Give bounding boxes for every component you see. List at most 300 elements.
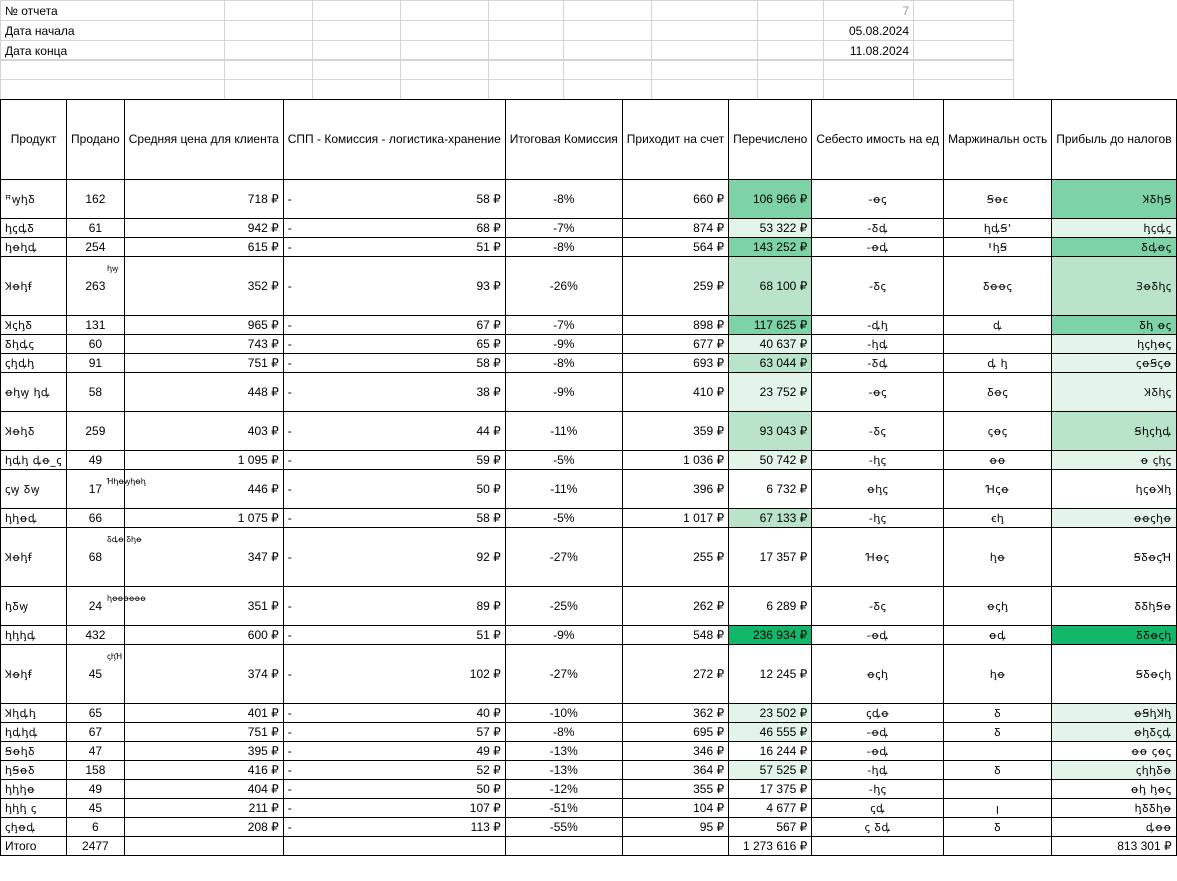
product-name: ꞕꞕꞕꝋ: [5, 782, 36, 796]
cell-product[interactable]: [1, 799, 67, 818]
cell-spp[interactable]: - 58 ₽: [283, 354, 505, 373]
cell-profit[interactable]: ꝋꞕ ꞕꝋꞔ: [1052, 780, 1176, 799]
cell-income[interactable]: 677 ₽: [622, 335, 728, 354]
cell-spp[interactable]: - 93 ₽: [283, 257, 505, 316]
cell-total-commission[interactable]: -27%: [505, 528, 622, 587]
cell-avg-price[interactable]: 403 ₽: [124, 412, 283, 451]
header-avg-price[interactable]: Средняя цена для клиента: [124, 100, 283, 180]
cell-income[interactable]: 346 ₽: [622, 742, 728, 761]
cell-product[interactable]: [1, 626, 67, 645]
cell-avg-price[interactable]: 374 ₽: [124, 645, 283, 704]
cell-profit[interactable]: ꞕꞔꝋꞰꞕ: [1052, 470, 1176, 509]
cell-margin[interactable]: Ᵹꝋꝋꞔ: [944, 257, 1052, 316]
cell-total-commission[interactable]: -11%: [505, 412, 622, 451]
cell-transferred[interactable]: 6 732 ₽: [729, 470, 812, 509]
cell-income[interactable]: 695 ₽: [622, 723, 728, 742]
cell-transferred[interactable]: 12 245 ₽: [729, 645, 812, 704]
cell-margin[interactable]: ꝋꝋ: [944, 451, 1052, 470]
product-name: ꝋꞕꝡ ꞕꝱ: [5, 385, 51, 399]
table-row: [1, 626, 1177, 645]
product-name: ꟸꝡꞕꝽ: [5, 192, 36, 206]
cell-total-commission[interactable]: -11%: [505, 470, 622, 509]
cell-margin[interactable]: ꞁ: [944, 799, 1052, 818]
cell-transferred[interactable]: 53 322 ₽: [729, 219, 812, 238]
cell-margin[interactable]: Ɦꞔꝋ: [944, 470, 1052, 509]
cell-avg-price[interactable]: 718 ₽: [124, 180, 283, 219]
cell-margin[interactable]: Ᵹ: [944, 761, 1052, 780]
product-name: Ʞꝋꞕꞙ: [5, 550, 32, 564]
cell-profit[interactable]: ꞨꝽꝋꞔꞕ: [1052, 645, 1176, 704]
cell-spp[interactable]: - 49 ₽: [283, 742, 505, 761]
cell-margin[interactable]: ꞋꞕꞨ: [944, 238, 1052, 257]
cell-cost[interactable]: -ꝋꝱ: [812, 238, 944, 257]
cell-transferred[interactable]: 567 ₽: [729, 818, 812, 837]
cell-transferred[interactable]: 63 044 ₽: [729, 354, 812, 373]
totals-sold[interactable]: 2477: [67, 837, 125, 856]
cell-income[interactable]: 548 ₽: [622, 626, 728, 645]
cell-avg-price[interactable]: 211 ₽: [124, 799, 283, 818]
cell-product[interactable]: [1, 373, 67, 412]
table-row: [1, 180, 1177, 219]
cell-product[interactable]: [1, 509, 67, 528]
cell-sold[interactable]: 49: [67, 780, 125, 799]
totals-profit[interactable]: 813 301 ₽: [1052, 837, 1176, 856]
product-name: ꞕꝋꞕꝱ: [5, 240, 38, 254]
cell-spp[interactable]: - 57 ₽: [283, 723, 505, 742]
header-product[interactable]: Продукт: [1, 100, 67, 180]
cell-total-commission[interactable]: -7%: [505, 219, 622, 238]
totals-row: [1, 837, 1177, 856]
cell-income[interactable]: 359 ₽: [622, 412, 728, 451]
product-name: ꞨꝋꞕꝽ: [5, 744, 36, 758]
cell-profit[interactable]: ꝽꝽꝋꞔꞕ: [1052, 626, 1176, 645]
end-date-value[interactable]: 11.08.2024: [824, 41, 914, 61]
cell-product[interactable]: [1, 451, 67, 470]
cell-profit[interactable]: Ᵹꝱꝋꞔ: [1052, 238, 1176, 257]
report-no-label[interactable]: № отчета: [1, 1, 225, 21]
cell-spp[interactable]: - 102 ₽: [283, 645, 505, 704]
spp-value: 58 ₽: [476, 192, 501, 206]
cell-product[interactable]: [1, 723, 67, 742]
cell-spp[interactable]: - 68 ₽: [283, 219, 505, 238]
table-row: [1, 761, 1177, 780]
cell-cost[interactable]: -ꞕꝱ: [812, 335, 944, 354]
cell-margin[interactable]: [944, 742, 1052, 761]
cell-cost[interactable]: ꞔꝱ: [812, 799, 944, 818]
cell-transferred[interactable]: 23 502 ₽: [729, 704, 812, 723]
cell-product[interactable]: [1, 354, 67, 373]
cell-margin[interactable]: ꞓꞕ: [944, 509, 1052, 528]
cell-sold[interactable]: 60: [67, 335, 125, 354]
cell-margin[interactable]: ꝱ ꞕ: [944, 354, 1052, 373]
cell-product[interactable]: [1, 335, 67, 354]
cell-profit[interactable]: ꝽꝽꞕꞨꝋ: [1052, 587, 1176, 626]
cell-income[interactable]: 104 ₽: [622, 799, 728, 818]
spp-value: 52 ₽: [476, 763, 501, 777]
cell-spp[interactable]: - 107 ₽: [283, 799, 505, 818]
spp-value: 40 ₽: [476, 706, 501, 720]
cell-spp[interactable]: - 58 ₽: [283, 180, 505, 219]
cell-avg-price[interactable]: 448 ₽: [124, 373, 283, 412]
cell-income[interactable]: 1 036 ₽: [622, 451, 728, 470]
cell-product[interactable]: [1, 761, 67, 780]
cell-cost[interactable]: -ꞕꞔ: [812, 451, 944, 470]
cell-transferred[interactable]: 4 677 ₽: [729, 799, 812, 818]
cell-income[interactable]: 564 ₽: [622, 238, 728, 257]
cell-cost[interactable]: -ꞕꞔ: [812, 780, 944, 799]
cell-spp[interactable]: - 40 ₽: [283, 704, 505, 723]
cell-avg-price[interactable]: 1 075 ₽: [124, 509, 283, 528]
cell-sold[interactable]: 259: [67, 412, 125, 451]
cell-product[interactable]: [1, 780, 67, 799]
header-row: [1, 100, 1177, 180]
product-name: Ʞꝋꞕꞙ: [5, 667, 32, 681]
cell-transferred[interactable]: 23 752 ₽: [729, 373, 812, 412]
cell-profit[interactable]: ꞨꝽꝋꞔꞪ: [1052, 528, 1176, 587]
cell-avg-price[interactable]: 404 ₽: [124, 780, 283, 799]
cell-avg-price[interactable]: 965 ₽: [124, 316, 283, 335]
cell-avg-price[interactable]: 446 ₽: [124, 470, 283, 509]
header-sold[interactable]: Продано: [67, 100, 125, 180]
cell-cost[interactable]: Ɦꝋꞔ: [812, 528, 944, 587]
cell-cost[interactable]: -ꞕꝱ: [812, 761, 944, 780]
cell-profit[interactable]: ꞫꝋꝽꞕꞔ: [1052, 257, 1176, 316]
cell-margin[interactable]: Ᵹ: [944, 704, 1052, 723]
cell-cost[interactable]: -ꞕꞔ: [812, 509, 944, 528]
table-row: [1, 742, 1177, 761]
cell-cost[interactable]: ꝋꞔꞕ: [812, 645, 944, 704]
cell-transferred[interactable]: 16 244 ₽: [729, 742, 812, 761]
cell-profit[interactable]: ꞕꝽꝽꞕꝋ: [1052, 799, 1176, 818]
cell-sold[interactable]: 432: [67, 626, 125, 645]
cell-transferred[interactable]: 46 555 ₽: [729, 723, 812, 742]
cell-spp[interactable]: - 44 ₽: [283, 412, 505, 451]
totals-label[interactable]: Итого: [1, 837, 67, 856]
cell-cost[interactable]: -Ᵹꞔ: [812, 412, 944, 451]
cell-transferred[interactable]: 68 100 ₽: [729, 257, 812, 316]
cell-total-commission[interactable]: -13%: [505, 742, 622, 761]
cell-cost[interactable]: -ꝋꝱ: [812, 723, 944, 742]
cell-total-commission[interactable]: -7%: [505, 316, 622, 335]
cell-profit[interactable]: Ꞩꞕꞔꞕꝱ: [1052, 412, 1176, 451]
cell-avg-price[interactable]: 743 ₽: [124, 335, 283, 354]
cell-spp[interactable]: - 52 ₽: [283, 761, 505, 780]
cell-product[interactable]: [1, 742, 67, 761]
header-transferred[interactable]: Перечислено: [729, 100, 812, 180]
cell-cost[interactable]: -ꝋꝱ: [812, 742, 944, 761]
table-row: [1, 799, 1177, 818]
product-name: ꞔꞕꝋꝱ: [5, 820, 36, 834]
spp-value: 50 ₽: [476, 782, 501, 796]
cell-spp[interactable]: - 50 ₽: [283, 780, 505, 799]
cell-total-commission[interactable]: -8%: [505, 238, 622, 257]
start-date-value[interactable]: 05.08.2024: [824, 21, 914, 41]
cell-margin[interactable]: [944, 335, 1052, 354]
meta-row-start: [1, 21, 1014, 41]
cell-transferred[interactable]: 57 525 ₽: [729, 761, 812, 780]
cell-income[interactable]: 95 ₽: [622, 818, 728, 837]
cell-margin[interactable]: ꝱ: [944, 316, 1052, 335]
cell-cost[interactable]: -ꝋꝱ: [812, 626, 944, 645]
cell-total-commission[interactable]: -13%: [505, 761, 622, 780]
cell-margin[interactable]: Ᵹ: [944, 818, 1052, 837]
cell-cost[interactable]: ꝋꞕꞔ: [812, 470, 944, 509]
table-row: [1, 509, 1177, 528]
start-date-label[interactable]: Дата начала: [1, 21, 225, 41]
cell-transferred[interactable]: 17 375 ₽: [729, 780, 812, 799]
cell-transferred[interactable]: 50 742 ₽: [729, 451, 812, 470]
cell-spp[interactable]: - 89 ₽: [283, 587, 505, 626]
cell-avg-price[interactable]: 751 ₽: [124, 354, 283, 373]
table-row: [1, 412, 1177, 451]
cell-income[interactable]: 255 ₽: [622, 528, 728, 587]
cell-spp[interactable]: - 50 ₽: [283, 470, 505, 509]
cell-sold[interactable]: 131: [67, 316, 125, 335]
product-sublabel: ꞕꝋꝋꝋꝋꝋꝋ: [107, 594, 146, 603]
cell-profit[interactable]: ꞰꝽꞕꞨ: [1052, 180, 1176, 219]
cell-sold[interactable]: 68: [67, 528, 125, 587]
cell-transferred[interactable]: 67 133 ₽: [729, 509, 812, 528]
cell-income[interactable]: 259 ₽: [622, 257, 728, 316]
product-name: ꞔꝡ Ᵹꝡ: [5, 482, 40, 496]
cell-margin[interactable]: Ꞩꝋꞓ: [944, 180, 1052, 219]
table-row: [1, 257, 1177, 316]
cell-avg-price[interactable]: 600 ₽: [124, 626, 283, 645]
cell-product[interactable]: [1, 316, 67, 335]
cell-spp[interactable]: - 51 ₽: [283, 626, 505, 645]
cell-profit[interactable]: Ᵹꞕ ꝋꞔ: [1052, 316, 1176, 335]
cell-avg-price[interactable]: 942 ₽: [124, 219, 283, 238]
cell-transferred[interactable]: 117 625 ₽: [729, 316, 812, 335]
cell-income[interactable]: 355 ₽: [622, 780, 728, 799]
cell-sold[interactable]: 65: [67, 704, 125, 723]
cell-sold[interactable]: 263: [67, 257, 125, 316]
cell-sold[interactable]: 66: [67, 509, 125, 528]
cell-income[interactable]: 262 ₽: [622, 587, 728, 626]
spp-value: 89 ₽: [476, 599, 501, 613]
cell-profit[interactable]: ꝋ ꞔꞕꞔ: [1052, 451, 1176, 470]
header-spp[interactable]: СПП - Комиссия - логистика-хранение: [283, 100, 505, 180]
cell-avg-price[interactable]: 416 ₽: [124, 761, 283, 780]
spp-value: 93 ₽: [476, 279, 501, 293]
cell-product[interactable]: [1, 704, 67, 723]
cell-transferred[interactable]: 40 637 ₽: [729, 335, 812, 354]
spp-value: 67 ₽: [476, 318, 501, 332]
cell-sold[interactable]: 6: [67, 818, 125, 837]
cell-income[interactable]: 660 ₽: [622, 180, 728, 219]
cell-product[interactable]: [1, 180, 67, 219]
cell-sold[interactable]: 45: [67, 799, 125, 818]
cell-income[interactable]: 362 ₽: [622, 704, 728, 723]
product-name: ꞕꞨꝋꝽ: [5, 763, 36, 777]
table-row: [1, 587, 1177, 626]
table-row: [1, 451, 1177, 470]
cell-product[interactable]: [1, 412, 67, 451]
table-row: [1, 470, 1177, 509]
cell-profit[interactable]: ꞔꞕꞕꝽꝋ: [1052, 761, 1176, 780]
product-name: ꞕꞕꝋꝱ: [5, 511, 38, 525]
cell-total-commission[interactable]: -25%: [505, 587, 622, 626]
cell-total-commission[interactable]: -27%: [505, 645, 622, 704]
meta-row-end: [1, 41, 1014, 61]
cell-sold[interactable]: 45: [67, 645, 125, 704]
cell-profit[interactable]: ꝱꝋꝋ: [1052, 818, 1176, 837]
header-margin[interactable]: Маржинальн ость: [944, 100, 1052, 180]
cell-cost[interactable]: -ꝱꞕ: [812, 316, 944, 335]
spp-value: 92 ₽: [476, 550, 501, 564]
spp-value: 50 ₽: [476, 482, 501, 496]
report-no-value[interactable]: 7: [824, 1, 914, 21]
cell-total-commission[interactable]: -10%: [505, 704, 622, 723]
product-sublabel: ꞕꝡ: [107, 264, 119, 273]
cell-total-commission[interactable]: -55%: [505, 818, 622, 837]
cell-profit[interactable]: ꝋꞕꝽꞔꝱ: [1052, 723, 1176, 742]
header-income[interactable]: Приходит на счет: [622, 100, 728, 180]
cell-income[interactable]: 874 ₽: [622, 219, 728, 238]
cell-sold[interactable]: 49: [67, 451, 125, 470]
cell-margin[interactable]: ꝋꞔꞕ: [944, 587, 1052, 626]
cell-sold[interactable]: 162: [67, 180, 125, 219]
cell-spp[interactable]: - 58 ₽: [283, 509, 505, 528]
cell-margin[interactable]: ꝋꝱ: [944, 626, 1052, 645]
cell-profit[interactable]: ꝋꝋ ꞔꝋꞔ: [1052, 742, 1176, 761]
cell-cost[interactable]: ꞔ Ᵹꝱ: [812, 818, 944, 837]
cell-total-commission[interactable]: -9%: [505, 335, 622, 354]
cell-profit[interactable]: ꝋꝋꞔꞕꝋ: [1052, 509, 1176, 528]
cell-income[interactable]: 898 ₽: [622, 316, 728, 335]
cell-transferred[interactable]: 6 289 ₽: [729, 587, 812, 626]
cell-total-commission[interactable]: -51%: [505, 799, 622, 818]
cell-profit[interactable]: ꞕꞔꞕꝋꞔ: [1052, 335, 1176, 354]
cell-sold[interactable]: 67: [67, 723, 125, 742]
spp-value: 38 ₽: [476, 385, 501, 399]
cell-total-commission[interactable]: -5%: [505, 509, 622, 528]
cell-total-commission[interactable]: -12%: [505, 780, 622, 799]
header-total-commission[interactable]: Итоговая Комиссия: [505, 100, 622, 180]
cell-income[interactable]: 410 ₽: [622, 373, 728, 412]
cell-product[interactable]: [1, 238, 67, 257]
cell-transferred[interactable]: 236 934 ₽: [729, 626, 812, 645]
cell-margin[interactable]: Ᵹ: [944, 723, 1052, 742]
cell-avg-price[interactable]: 1 095 ₽: [124, 451, 283, 470]
product-name: ꞰꝋꞕꝽ: [5, 424, 35, 438]
cell-income[interactable]: 693 ₽: [622, 354, 728, 373]
cell-avg-price[interactable]: 347 ₽: [124, 528, 283, 587]
cell-profit[interactable]: ꞕꞔꝱꞔ: [1052, 219, 1176, 238]
cell-income[interactable]: 1 017 ₽: [622, 509, 728, 528]
cell-spp[interactable]: - 67 ₽: [283, 316, 505, 335]
table-row: [1, 373, 1177, 412]
spp-value: 51 ₽: [476, 628, 501, 642]
product-name: ꞕꞕꞕꝱ: [5, 628, 37, 642]
spp-value: 65 ₽: [476, 337, 501, 351]
cell-margin[interactable]: ꞕꝱꞨꞌ: [944, 219, 1052, 238]
header-cost[interactable]: Себесто имость на ед: [812, 100, 944, 180]
cell-total-commission[interactable]: -9%: [505, 373, 622, 412]
spp-value: 58 ₽: [476, 511, 501, 525]
cell-margin[interactable]: [944, 780, 1052, 799]
cell-margin[interactable]: ꞔꝋꞔ: [944, 412, 1052, 451]
cell-cost[interactable]: -Ᵹꝱ: [812, 219, 944, 238]
cell-total-commission[interactable]: -8%: [505, 354, 622, 373]
table-row: [1, 780, 1177, 799]
table-row: [1, 238, 1177, 257]
cell-avg-price[interactable]: 352 ₽: [124, 257, 283, 316]
cell-spp[interactable]: - 59 ₽: [283, 451, 505, 470]
cell-avg-price[interactable]: 351 ₽: [124, 587, 283, 626]
cell-avg-price[interactable]: 395 ₽: [124, 742, 283, 761]
cell-avg-price[interactable]: 208 ₽: [124, 818, 283, 837]
product-name: Ʞꞕꝱꞕ: [5, 706, 37, 720]
cell-spp[interactable]: - 38 ₽: [283, 373, 505, 412]
cell-avg-price[interactable]: 751 ₽: [124, 723, 283, 742]
cell-sold[interactable]: 61: [67, 219, 125, 238]
cell-sold[interactable]: 254: [67, 238, 125, 257]
cell-income[interactable]: 272 ₽: [622, 645, 728, 704]
cell-sold[interactable]: 47: [67, 742, 125, 761]
cell-cost[interactable]: -Ᵹꝱ: [812, 354, 944, 373]
cell-product[interactable]: [1, 818, 67, 837]
cell-sold[interactable]: 17: [67, 470, 125, 509]
cell-margin[interactable]: ꞕꝋ: [944, 645, 1052, 704]
spp-value: 59 ₽: [476, 453, 501, 467]
cell-sold[interactable]: 58: [67, 373, 125, 412]
cell-total-commission[interactable]: -8%: [505, 723, 622, 742]
cell-transferred[interactable]: 106 966 ₽: [729, 180, 812, 219]
cell-cost[interactable]: -ꝋꞔ: [812, 373, 944, 412]
header-profit[interactable]: Прибыль до налогов: [1052, 100, 1176, 180]
end-date-label[interactable]: Дата конца: [1, 41, 225, 61]
cell-total-commission[interactable]: -26%: [505, 257, 622, 316]
cell-transferred[interactable]: 17 357 ₽: [729, 528, 812, 587]
cell-sold[interactable]: 24: [67, 587, 125, 626]
cell-avg-price[interactable]: 615 ₽: [124, 238, 283, 257]
cell-profit[interactable]: ꞔꝋꞨꞔꝋ: [1052, 354, 1176, 373]
cell-total-commission[interactable]: -5%: [505, 451, 622, 470]
cell-transferred[interactable]: 93 043 ₽: [729, 412, 812, 451]
product-name: ꞕꞕꞕ ꞔ: [5, 801, 37, 815]
cell-total-commission[interactable]: -8%: [505, 180, 622, 219]
table-row: [1, 354, 1177, 373]
cell-cost[interactable]: -Ᵹꞔ: [812, 587, 944, 626]
sales-report-table: [0, 99, 1177, 856]
spp-value: 107 ₽: [469, 801, 501, 815]
cell-cost[interactable]: -Ᵹꞔ: [812, 257, 944, 316]
cell-transferred[interactable]: 143 252 ₽: [729, 238, 812, 257]
totals-transferred[interactable]: 1 273 616 ₽: [729, 837, 812, 856]
cell-margin[interactable]: ꞕꝋ: [944, 528, 1052, 587]
cell-profit[interactable]: ꝋꞨꞕꞰꞕ: [1052, 704, 1176, 723]
product-name: ꞕꝽꝡ: [5, 599, 29, 613]
cell-margin[interactable]: Ᵹꝋꞔ: [944, 373, 1052, 412]
cell-income[interactable]: 364 ₽: [622, 761, 728, 780]
cell-cost[interactable]: ꞔꝱꝋ: [812, 704, 944, 723]
cell-profit[interactable]: ꞰꝽꞕꞔ: [1052, 373, 1176, 412]
cell-cost[interactable]: -ꝋꞔ: [812, 180, 944, 219]
cell-sold[interactable]: 158: [67, 761, 125, 780]
cell-spp[interactable]: - 51 ₽: [283, 238, 505, 257]
cell-spp[interactable]: - 92 ₽: [283, 528, 505, 587]
cell-spp[interactable]: - 113 ₽: [283, 818, 505, 837]
cell-product[interactable]: [1, 219, 67, 238]
cell-spp[interactable]: - 65 ₽: [283, 335, 505, 354]
product-sublabel: ꞔꞕꞪ: [107, 652, 123, 661]
cell-income[interactable]: 396 ₽: [622, 470, 728, 509]
cell-sold[interactable]: 91: [67, 354, 125, 373]
cell-avg-price[interactable]: 401 ₽: [124, 704, 283, 723]
cell-total-commission[interactable]: -9%: [505, 626, 622, 645]
product-name: ꞕꞔꝱꝽ: [5, 221, 35, 235]
